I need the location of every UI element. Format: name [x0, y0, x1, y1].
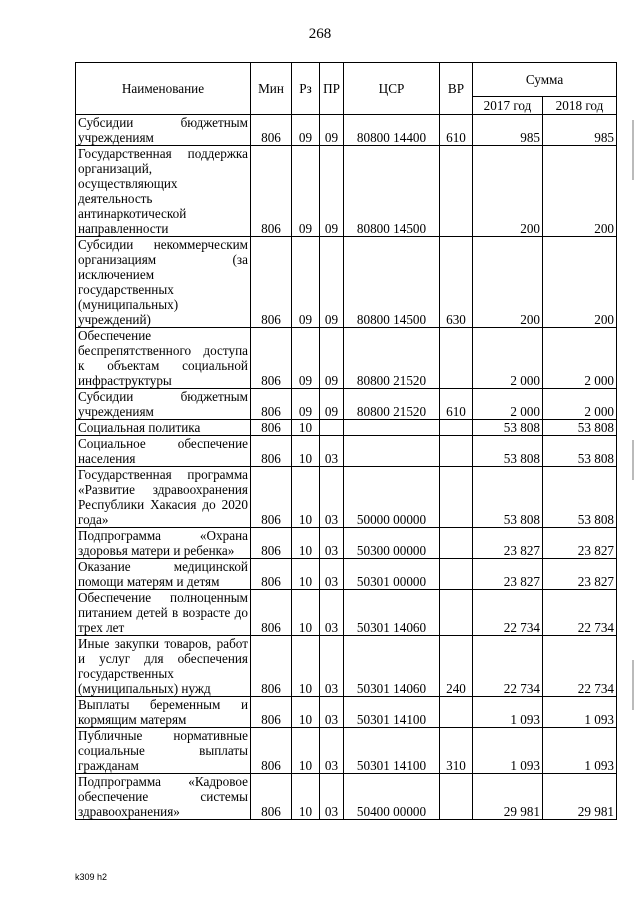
row-rz: 10 [292, 590, 320, 636]
row-vr: 610 [440, 389, 473, 420]
row-2017: 2 000 [473, 389, 543, 420]
row-vr [440, 697, 473, 728]
row-name: Публичные нормативные социальные выплаты гражданам [76, 728, 251, 774]
table-row [76, 559, 617, 590]
row-min: 806 [251, 728, 292, 774]
row-rz: 09 [292, 115, 320, 146]
row-2018: 1 093 [543, 697, 617, 728]
row-vr: 630 [440, 237, 473, 328]
row-2017: 23 827 [473, 559, 543, 590]
row-vr [440, 436, 473, 467]
row-pr: 03 [320, 636, 344, 697]
row-vr: 310 [440, 728, 473, 774]
page-number: 268 [308, 26, 332, 42]
row-min: 806 [251, 420, 292, 436]
row-min: 806 [251, 467, 292, 528]
row-min: 806 [251, 389, 292, 420]
header-rz: Рз [292, 63, 320, 115]
header-pr: ПР [320, 63, 344, 115]
row-rz: 10 [292, 728, 320, 774]
row-name: Государственная поддержка организаций, осуществляющих деятельность антинаркотической направленности [76, 146, 251, 237]
row-2018: 53 808 [543, 467, 617, 528]
table-row [76, 728, 617, 774]
table-row [76, 237, 617, 328]
row-rz: 09 [292, 328, 320, 389]
table-row [76, 697, 617, 728]
table-row [76, 146, 617, 237]
row-pr: 03 [320, 559, 344, 590]
row-pr: 09 [320, 115, 344, 146]
row-rz: 10 [292, 467, 320, 528]
row-2017: 200 [473, 146, 543, 237]
row-2017: 1 093 [473, 728, 543, 774]
row-name: Подпрограмма «Кадровое обеспечение системы здравоохранения» [76, 774, 251, 820]
row-vr [440, 559, 473, 590]
table-row [76, 774, 617, 820]
row-csr: 50301 14060 [344, 636, 440, 697]
row-vr [440, 528, 473, 559]
row-name: Государственная программа «Развитие здравоохранения Республики Хакасия до 2020 года» [76, 467, 251, 528]
row-min: 806 [251, 774, 292, 820]
row-min: 806 [251, 146, 292, 237]
scan-edge-mark [632, 440, 634, 480]
row-csr [344, 420, 440, 436]
header-name: Наименование [76, 63, 251, 115]
budget-table [75, 62, 617, 820]
row-2017: 1 093 [473, 697, 543, 728]
row-rz: 10 [292, 528, 320, 559]
scan-edge-mark [632, 120, 634, 180]
row-min: 806 [251, 328, 292, 389]
header-vr: ВР [440, 63, 473, 115]
row-name: Оказание медицинской помощи матерям и детям [76, 559, 251, 590]
row-min: 806 [251, 436, 292, 467]
row-2017: 23 827 [473, 528, 543, 559]
table-row [76, 467, 617, 528]
row-2018: 53 808 [543, 436, 617, 467]
row-2017: 22 734 [473, 636, 543, 697]
table-row [76, 420, 617, 436]
table-row [76, 389, 617, 420]
row-rz: 10 [292, 420, 320, 436]
row-2018: 985 [543, 115, 617, 146]
row-name: Иные закупки товаров, работ и услуг для обеспечения государственных (муниципальных) нужд [76, 636, 251, 697]
row-min: 806 [251, 237, 292, 328]
footer-code: k309 h2 [75, 872, 108, 882]
row-min: 806 [251, 590, 292, 636]
row-vr: 240 [440, 636, 473, 697]
row-vr [440, 420, 473, 436]
row-vr [440, 328, 473, 389]
row-2018: 23 827 [543, 528, 617, 559]
header-csr: ЦСР [344, 63, 440, 115]
row-2018: 29 981 [543, 774, 617, 820]
row-csr: 80800 14400 [344, 115, 440, 146]
row-min: 806 [251, 636, 292, 697]
row-2018: 2 000 [543, 328, 617, 389]
table-row [76, 528, 617, 559]
row-pr: 09 [320, 328, 344, 389]
row-rz: 09 [292, 237, 320, 328]
row-2018: 1 093 [543, 728, 617, 774]
row-pr: 09 [320, 237, 344, 328]
row-2017: 200 [473, 237, 543, 328]
row-pr: 03 [320, 528, 344, 559]
row-2018: 22 734 [543, 590, 617, 636]
row-name: Социальное обеспечение населения [76, 436, 251, 467]
row-min: 806 [251, 559, 292, 590]
row-rz: 10 [292, 636, 320, 697]
scan-edge-mark [632, 660, 634, 710]
row-csr [344, 436, 440, 467]
row-2018: 2 000 [543, 389, 617, 420]
row-csr: 80800 21520 [344, 328, 440, 389]
row-name: Выплаты беременным и кормящим матерям [76, 697, 251, 728]
row-name: Субсидии бюджетным учреждениям [76, 115, 251, 146]
row-vr [440, 467, 473, 528]
row-2018: 200 [543, 146, 617, 237]
row-pr: 09 [320, 389, 344, 420]
row-pr: 03 [320, 774, 344, 820]
row-csr: 80800 21520 [344, 389, 440, 420]
header-2018: 2018 год [543, 97, 617, 115]
row-pr: 03 [320, 728, 344, 774]
row-2018: 53 808 [543, 420, 617, 436]
row-name: Социальная политика [76, 420, 251, 436]
row-csr: 80800 14500 [344, 146, 440, 237]
row-min: 806 [251, 528, 292, 559]
table-row [76, 590, 617, 636]
row-rz: 09 [292, 146, 320, 237]
row-name: Обеспечение полноценным питанием детей в возрасте до трех лет [76, 590, 251, 636]
row-min: 806 [251, 697, 292, 728]
row-csr: 50301 00000 [344, 559, 440, 590]
row-name: Субсидии бюджетным учреждениям [76, 389, 251, 420]
table-row [76, 328, 617, 389]
row-2017: 53 808 [473, 420, 543, 436]
row-csr: 50300 00000 [344, 528, 440, 559]
row-rz: 10 [292, 774, 320, 820]
header-2017: 2017 год [473, 97, 543, 115]
row-2017: 985 [473, 115, 543, 146]
header-sum: Сумма [473, 63, 617, 97]
row-2017: 22 734 [473, 590, 543, 636]
table-row [76, 436, 617, 467]
row-min: 806 [251, 115, 292, 146]
header-min: Мин [251, 63, 292, 115]
row-csr: 50301 14100 [344, 728, 440, 774]
row-vr [440, 146, 473, 237]
row-csr: 80800 14500 [344, 237, 440, 328]
table-row [76, 115, 617, 146]
row-pr: 03 [320, 697, 344, 728]
row-rz: 09 [292, 389, 320, 420]
row-vr [440, 774, 473, 820]
row-2017: 2 000 [473, 328, 543, 389]
row-rz: 10 [292, 559, 320, 590]
row-csr: 50301 14100 [344, 697, 440, 728]
row-pr: 09 [320, 146, 344, 237]
row-csr: 50000 00000 [344, 467, 440, 528]
row-vr: 610 [440, 115, 473, 146]
row-vr [440, 590, 473, 636]
row-csr: 50400 00000 [344, 774, 440, 820]
row-rz: 10 [292, 697, 320, 728]
row-2017: 53 808 [473, 436, 543, 467]
row-pr: 03 [320, 467, 344, 528]
row-pr: 03 [320, 436, 344, 467]
row-2018: 22 734 [543, 636, 617, 697]
row-2018: 23 827 [543, 559, 617, 590]
row-pr [320, 420, 344, 436]
row-2018: 200 [543, 237, 617, 328]
row-pr: 03 [320, 590, 344, 636]
row-name: Субсидии некоммерческим организациям (за исключением государственных (муниципальных) учреждений) [76, 237, 251, 328]
row-2017: 53 808 [473, 467, 543, 528]
row-name: Обеспечение беспрепятственного доступа к объектам социальной инфраструктуры [76, 328, 251, 389]
row-2017: 29 981 [473, 774, 543, 820]
table-row [76, 636, 617, 697]
row-csr: 50301 14060 [344, 590, 440, 636]
row-rz: 10 [292, 436, 320, 467]
row-name: Подпрограмма «Охрана здоровья матери и ребенка» [76, 528, 251, 559]
